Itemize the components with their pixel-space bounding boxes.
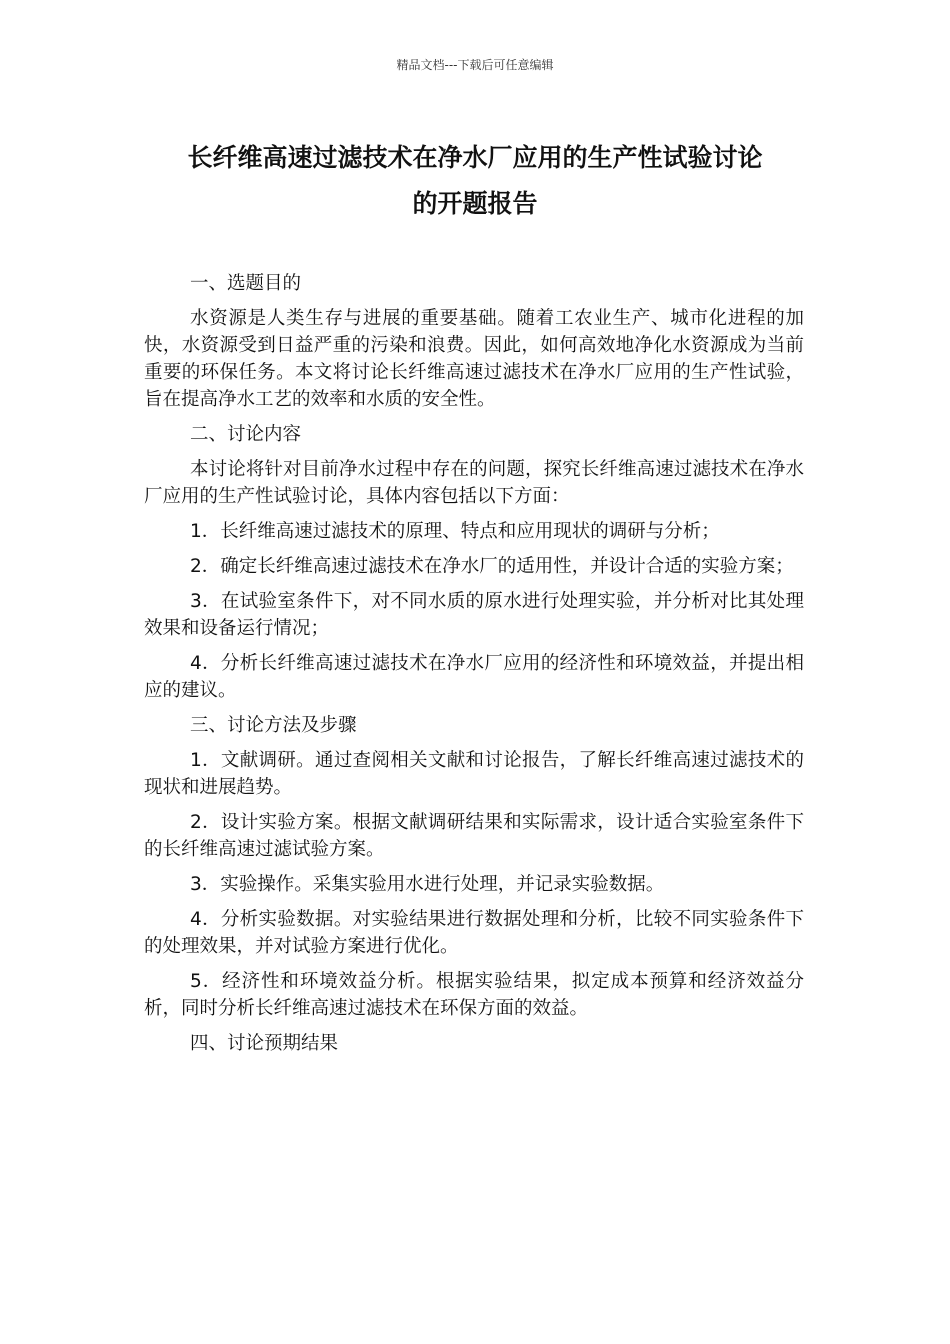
- list-item-content-2: 2．确定长纤维高速过滤技术在净水厂的适用性，并设计合适的实验方案；: [190, 556, 794, 577]
- list-item-content-1: 1．长纤维高速过滤技术的原理、特点和应用现状的调研与分析；: [190, 521, 720, 542]
- list-item-method-2: 2．设计实验方案。根据文献调研结果和实际需求，设计适合实验室条件下的长纤维高速过滤试验方案。: [144, 812, 804, 860]
- title-line-2: 的开题报告: [412, 189, 538, 218]
- document-title: [143, 135, 807, 227]
- section-heading-purpose: 一、选题目的: [190, 273, 302, 294]
- list-item-method-5: 5．经济性和环境效益分析。根据实验结果，拟定成本预算和经济效益分析，同时分析长纤维高速过滤技术在环保方面的效益。: [144, 971, 804, 1019]
- list-item-method-1: 1．文献调研。通过查阅相关文献和讨论报告，了解长纤维高速过滤技术的现状和进展趋势。: [144, 750, 804, 798]
- list-item-method-3: 3．实验操作。采集实验用水进行处理，并记录实验数据。: [190, 874, 665, 895]
- list-item-content-4: 4．分析长纤维高速过滤技术在净水厂应用的经济性和环境效益，并提出相应的建议。: [144, 653, 804, 701]
- section-heading-expected-results: 四、讨论预期结果: [190, 1033, 339, 1054]
- list-item-content-3: 3．在试验室条件下，对不同水质的原水进行处理实验，并分析对比其处理效果和设备运行情况；: [144, 591, 804, 639]
- paragraph-purpose: 水资源是人类生存与进展的重要基础。随着工农业生产、城市化进程的加快，水资源受到日益严重的污染和浪费。因此，如何高效地净化水资源成为当前重要的环保任务。本文将讨论长纤维高速过滤技术在净水厂应用的生产性试验，旨在提高净水工艺的效率和水质的安全性。: [144, 308, 804, 410]
- document-body: [144, 270, 804, 1065]
- paragraph-content-intro: 本讨论将针对目前净水过程中存在的问题，探究长纤维高速过滤技术在净水厂应用的生产性试验讨论，具体内容包括以下方面：: [144, 459, 804, 507]
- list-item-method-4: 4．分析实验数据。对实验结果进行数据处理和分析，比较不同实验条件下的处理效果，并对试验方案进行优化。: [144, 909, 804, 957]
- title-line-1: 长纤维高速过滤技术在净水厂应用的生产性试验讨论: [187, 143, 763, 172]
- header-note: 精品文档---下载后可任意编辑: [396, 58, 554, 72]
- section-heading-content: 二、讨论内容: [190, 424, 302, 445]
- section-heading-methods: 三、讨论方法及步骤: [190, 715, 357, 736]
